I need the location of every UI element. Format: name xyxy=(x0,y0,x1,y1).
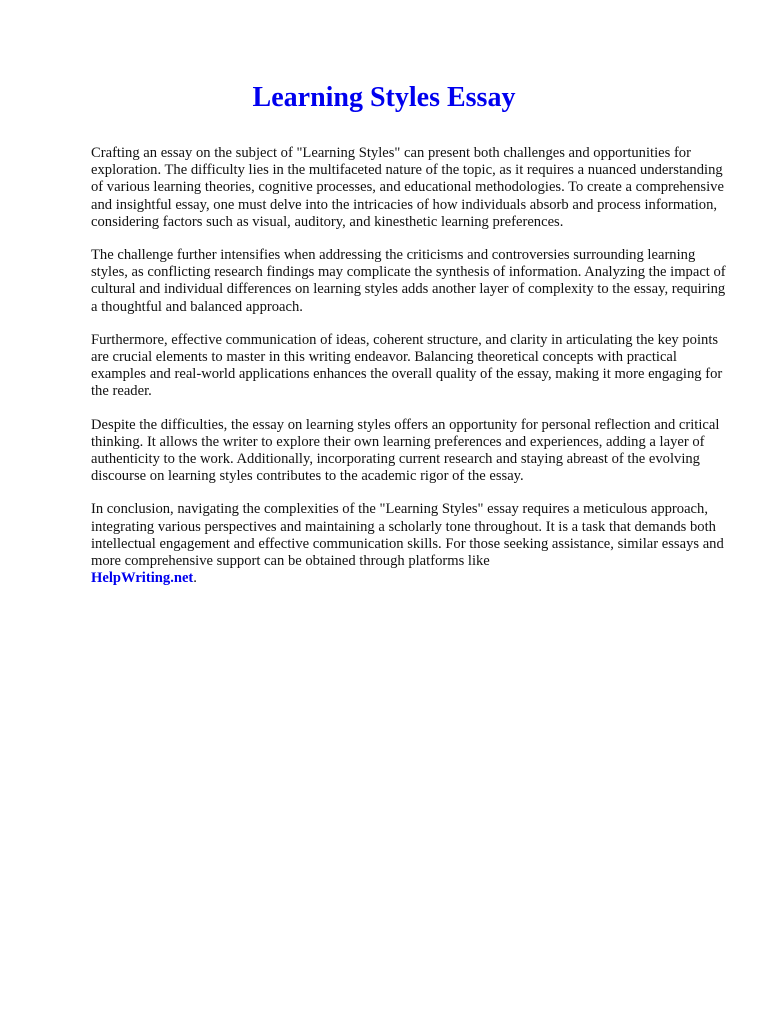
paragraph-2: The challenge further intensifies when addressing the criticisms and controversies surrounding learning styles, as conflicting research findings may complicate the synthesis of information. Analyzing the impact of cultural and individual differences on learning styles adds another layer of complexity to the essay, requiring a thoughtful and balanced approach. xyxy=(91,247,726,315)
conclusion-end: . xyxy=(193,570,197,587)
essay-body xyxy=(91,145,731,603)
conclusion-text: In conclusion, navigating the complexities of the "Learning Styles" essay requires a meticulous approach, integrating various perspectives and maintaining a scholarly tone throughout. It is a task that demands both intellectual engagement and effective communication skills. For those seeking assistance, similar essays and more comprehensive support can be obtained through platforms like xyxy=(91,501,724,570)
helpwriting-link[interactable]: HelpWriting.net xyxy=(91,570,194,587)
paragraph-conclusion xyxy=(91,501,731,587)
page-title: Learning Styles Essay xyxy=(252,82,516,113)
paragraph-3: Furthermore, effective communication of ideas, coherent structure, and clarity in articulating the key points are crucial elements to master in this writing endeavor. Balancing theoretical concepts with practical examples and real-world applications enhances the overall quality of the essay, making it more engaging for the reader. xyxy=(91,331,723,400)
paragraph-4: Despite the difficulties, the essay on learning styles offers an opportunity for personal reflection and critical thinking. It allows the writer to explore their own learning preferences and experiences, adding a layer of authenticity to the work. Additionally, incorporating current research and staying abreast of the evolving discourse on learning styles contributes to the academic rigor of the essay. xyxy=(91,416,720,485)
paragraph-1: Crafting an essay on the subject of "Learning Styles" can present both challenges and opportunities for exploration. The difficulty lies in the multifaceted nature of the topic, as it requires a nuanced understanding of various learning theories, cognitive processes, and educational methodologies. To create a comprehensive and insightful essay, one must delve into the intricacies of how individuals absorb and process information, considering factors such as visual, auditory, and kinesthetic learning preferences. xyxy=(91,145,724,230)
